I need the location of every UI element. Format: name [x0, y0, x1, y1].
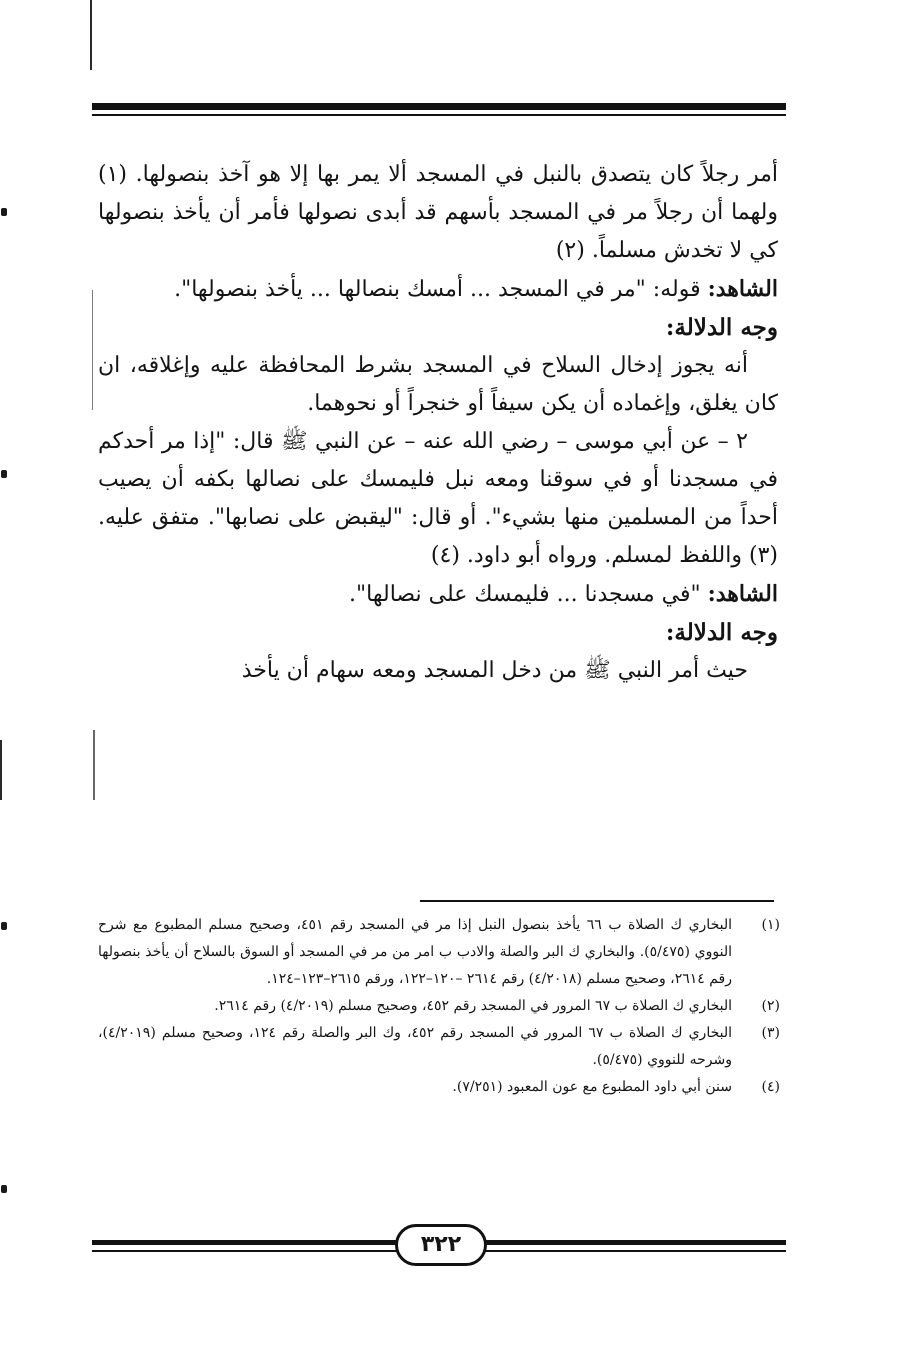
- footnote-text: سنن أبي داود المطبوع مع عون المعبود (٧/٢٥١).: [452, 1079, 732, 1095]
- scan-mark: [1, 208, 7, 216]
- scan-mark: [1, 1185, 7, 1193]
- footnote-number: (٢): [761, 998, 780, 1014]
- scan-edge-line-mid: [93, 730, 95, 800]
- scan-edge-line-left: [92, 290, 93, 410]
- footnote-number: (٣): [761, 1025, 780, 1041]
- footnote-text: البخاري ك الصلاة ب ٦٧ المرور في المسجد رقم ٤٥٢، وك البر والصلة رقم ١٢٤، وصحيح مسلم (٤/٢٠١٩)، وشرحه للنووي (٥/٤٧٥).: [98, 1025, 732, 1068]
- hadith-paragraph-2: ٢ – عن أبي موسى – رضي الله عنه – عن النبي ﷺ قال: "إذا مر أحدكم في مسجدنا أو في سوقنا ومعه نبل فليمسك على نصالها بكفه أن يصيب أحداً من المسلمين منها بشيء". أو قال: "ليقبض على نصابها". متفق عليه. (٣) واللفظ لمسلم. ورواه أبو داود. (٤): [98, 429, 778, 568]
- witness-paragraph-2: [98, 575, 778, 614]
- scan-mark: [1, 922, 7, 930]
- main-text: [98, 156, 778, 690]
- footnote-separator: [420, 900, 774, 902]
- scan-edge-line-top: [90, 0, 92, 70]
- footnote-2: [98, 993, 780, 1020]
- footnote-number: (٤): [761, 1079, 780, 1095]
- inference-paragraph-1: أنه يجوز إدخال السلاح في المسجد بشرط المحافظة عليه وإغلاقه، ان كان يغلق، وإغماده أن يكن سيفاً أو خنجراً أو نحوهما.: [98, 353, 778, 416]
- witness-label: الشاهد:: [707, 276, 778, 302]
- witness-label: الشاهد:: [707, 581, 778, 607]
- scan-mark: [1, 470, 7, 478]
- witness-text: "في مسجدنا ... فليمسك على نصالها".: [349, 582, 708, 607]
- header-rule-thin: [92, 114, 786, 116]
- witness-paragraph-1: [98, 270, 778, 309]
- paragraph-hadith1-end: أمر رجلاً كان يتصدق بالنبل في المسجد ألا يمر بها إلا هو آخذ بنصولها. (١) ولهما أن رجلاً مر في المسجد بأسهم قد أبدى نصولها فأمر أن يأخذ بنصولها كي لا تخدش مسلماً. (٢): [98, 162, 778, 263]
- section-heading-inference: وجه الدلالة:: [665, 619, 778, 646]
- footnote-4: [98, 1074, 780, 1101]
- inference-paragraph-2: حيث أمر النبي ﷺ من دخل المسجد ومعه سهام أن يأخذ: [241, 658, 748, 683]
- witness-text: قوله: "مر في المسجد ... أمسك بنصالها ... يأخذ بنصولها".: [174, 277, 708, 302]
- footnote-text: البخاري ك الصلاة ب ٦٦ يأخذ بنصول النبل إذا مر في المسجد رقم ٤٥١، وصحيح مسلم المطبوع مع شرح النووي (٥/٤٧٥). والبخاري ك البر والصلة والادب ب امر من مر في المسجد أو السوق بالسلاح أن يأخذ بنصولها رقم ٢٦١٤، وصحيح مسلم (٤/٢٠١٨) رقم ٢٦١٤ –١٢٠–١٢٢، ورقم ٢٦١٥–١٢٣–١٢٤.: [98, 917, 732, 987]
- header-rule-thick: [92, 103, 786, 110]
- footnote-3: [98, 1020, 780, 1074]
- section-heading-inference: وجه الدلالة:: [665, 314, 778, 341]
- footnote-text: البخاري ك الصلاة ب ٦٧ المرور في المسجد رقم ٤٥٢، وصحيح مسلم (٤/٢٠١٩) رقم ٢٦١٤.: [214, 998, 732, 1014]
- footnote-number: (١): [761, 917, 780, 933]
- page-number: ٣٢٢: [395, 1224, 487, 1266]
- footnotes: [98, 912, 780, 1101]
- scan-edge-bracket: [0, 740, 2, 800]
- footnote-1: [98, 912, 780, 993]
